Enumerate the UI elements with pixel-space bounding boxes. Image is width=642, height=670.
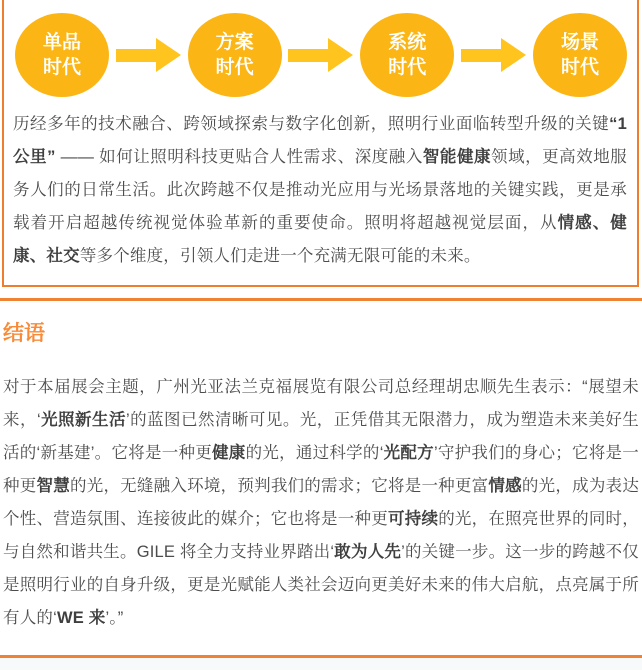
era-flow-diagram [4,0,637,106]
era-stage-circle-3 [360,13,454,97]
era-stage-line: 单品 [42,31,81,53]
conclusion-heading: 结语 [3,322,45,345]
arrow-shaft [288,49,328,62]
era-stage-circle-2 [188,13,282,97]
flow-arrow-icon [116,38,181,72]
era-stage-label [561,30,599,80]
arrow-shaft [116,49,156,62]
flow-arrow-icon [288,38,353,72]
era-stage-circle-1 [15,13,109,97]
arrow-head [328,38,353,72]
arrow-head [501,38,526,72]
flow-arrow-icon [461,38,526,72]
era-stage-line: 方案 [215,31,254,53]
era-stage-line: 时代 [215,57,254,78]
arrow-head [156,38,181,72]
intro-paragraph: 历经多年的技术融合、跨领域探索与数字化创新，照明行业面临转型升级的关键“1公里” —— 如何让照明科技更贴合人性需求、深度融入智能健康领域，更高效地服务人们的日常生活。此次跨越不仅是推动光应用与光场景落地的关键实践，更是承载着开启超越传统视觉体验革新的重要使命。照明将超越视觉层面，从情感、健康、社交等多个维度，引领人们走进一个充满无限可能的未来。 [13,115,627,265]
era-stage-line: 系统 [388,31,427,53]
era-stage-line: 时代 [560,57,599,78]
section-divider-top [0,298,642,301]
era-stage-circle-4 [533,13,627,97]
era-stage-label [388,30,426,80]
era-stage-line: 时代 [388,57,427,78]
conclusion-paragraph: 对于本届展会主题，广州光亚法兰克福展览有限公司总经理胡忠顺先生表示：“展望未来，‘光照新生活’的蓝图已然清晰可见。光，正凭借其无限潜力，成为塑造未来美好生活的‘新基建’。它将是一种更健康的光，通过科学的‘光配方’守护我们的身心；它将是一种更智慧的光，无缝融入环境，预判我们的需求；它将是一种更富情感的光，成为表达个性、营造氛围、连接彼此的媒介；它也将是一种更可持续的光，在照亮世界的同时，与自然和谐共生。GILE 将全力支持业界踏出‘敢为人先’的关键一步。这一步的跨越不仅是照明行业的自身升级，更是光赋能人类社会迈向更美好未来的伟大启航，点亮属于所有人的‘WE 来’。” [3,378,640,628]
arrow-shaft [461,49,501,62]
footer-strip [0,658,642,670]
era-stage-label [216,30,254,80]
era-stage-line: 时代 [42,57,81,78]
era-overview-box [2,0,639,287]
era-stage-label [43,30,81,80]
era-stage-line: 场景 [560,31,599,53]
